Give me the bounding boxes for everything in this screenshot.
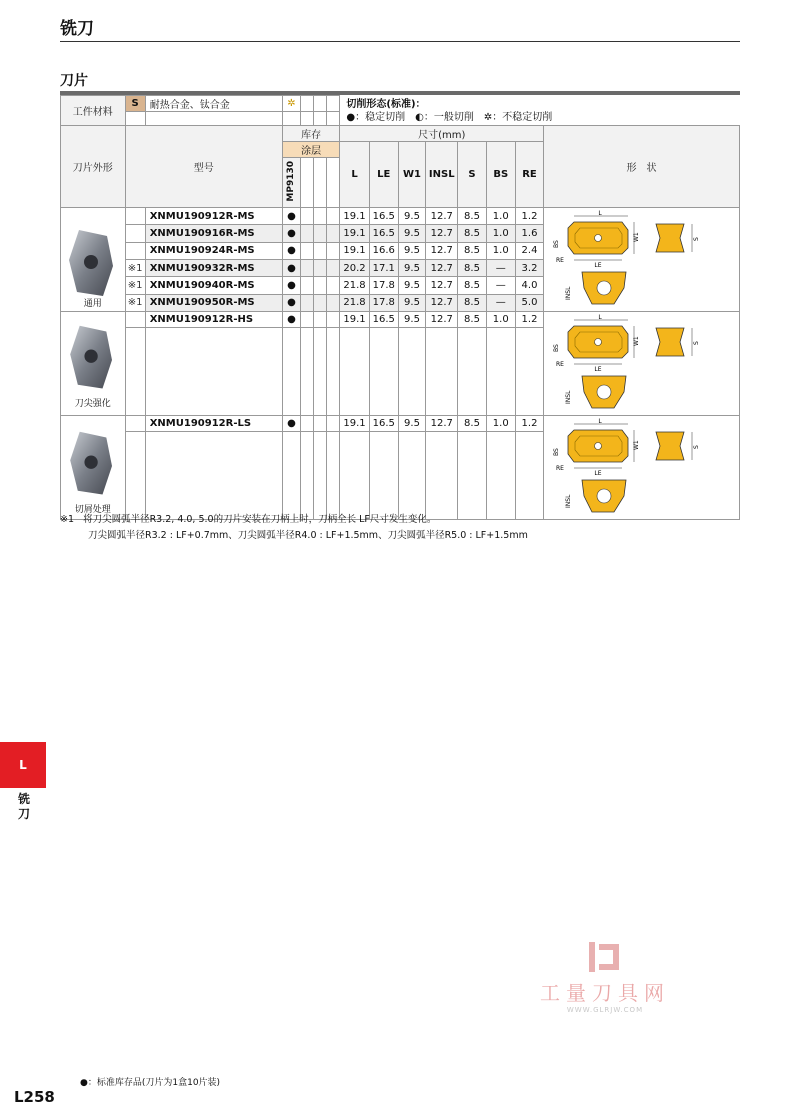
- footnote-line1: 将刀尖圆弧半径R3.2, 4.0, 5.0的刀片安装在刀柄上时，刀柄全长 LF尺寸发生变化。: [83, 514, 437, 525]
- stock-dot: ●: [282, 259, 300, 276]
- model-cell: XNMU190912R-MS: [145, 208, 282, 225]
- label-W1: W1: [633, 232, 641, 242]
- shape-drawing-ls: [544, 416, 740, 520]
- section-title: 刀片: [60, 73, 88, 89]
- section-tab-label: 铣刀: [18, 792, 31, 821]
- insert-table: [60, 95, 740, 520]
- label-INSL: INSL: [565, 286, 573, 300]
- row-note: ※1: [125, 294, 145, 311]
- dim-cell: 21.8: [340, 277, 369, 294]
- stock-dot: ●: [282, 416, 300, 432]
- title-rule: [60, 41, 740, 42]
- dim-cell: 9.5: [398, 312, 425, 328]
- dim-cell: 9.5: [398, 242, 425, 259]
- dim-cell: 1.0: [486, 416, 515, 432]
- dim-cell: 2.4: [515, 242, 543, 259]
- dim-cell: 8.5: [458, 259, 486, 276]
- stock-dot: ●: [282, 242, 300, 259]
- dim-cell: 9.5: [398, 416, 425, 432]
- row-note: ※1: [125, 277, 145, 294]
- dim-cell: —: [486, 259, 515, 276]
- stock-dot: ●: [282, 225, 300, 242]
- dim-cell: 17.8: [369, 294, 398, 311]
- dim-cell: —: [486, 277, 515, 294]
- insert-photo-ms: [61, 208, 126, 312]
- row-note: [125, 242, 145, 259]
- dim-cell: 1.2: [515, 416, 543, 432]
- dim-header-INSL: INSL: [426, 142, 458, 208]
- dim-cell: 8.5: [458, 416, 486, 432]
- dim-cell: 19.1: [340, 208, 369, 225]
- shape-drawing-ms: [544, 208, 740, 312]
- dim-cell: 9.5: [398, 277, 425, 294]
- dim-cell: 8.5: [458, 225, 486, 242]
- label-LE: LE: [594, 470, 602, 477]
- dim-cell: 19.1: [340, 242, 369, 259]
- dim-cell: 12.7: [426, 277, 458, 294]
- dim-cell: 12.7: [426, 208, 458, 225]
- label-BS: BS: [553, 240, 561, 248]
- material-name: 耐热合金、钛合金: [145, 96, 282, 112]
- page-title: 铣刀: [60, 19, 94, 39]
- row-note: [125, 312, 145, 328]
- label-L: L: [598, 418, 602, 425]
- model-cell: XNMU190950R-MS: [145, 294, 282, 311]
- dim-cell: 1.0: [486, 208, 515, 225]
- insert-side-view: [656, 328, 684, 356]
- footnote-line2: 刀尖圆弧半径R3.2 : LF+0.7mm、刀尖圆弧半径R4.0 : LF+1.5mm、刀尖圆弧半径R5.0 : LF+1.5mm: [88, 530, 528, 541]
- stock-label: 库存: [282, 126, 339, 142]
- insert-front-hole: [597, 385, 611, 399]
- stock-dot: ●: [282, 277, 300, 294]
- dim-cell: 9.5: [398, 208, 425, 225]
- stock-dot: ●: [282, 294, 300, 311]
- dim-cell: 1.2: [515, 312, 543, 328]
- row-note: ※1: [125, 259, 145, 276]
- coating-label: 涂层: [282, 142, 339, 158]
- dim-cell: 16.5: [369, 208, 398, 225]
- label-BS: BS: [553, 448, 561, 456]
- insert-hole: [595, 443, 602, 450]
- dim-header-W1: W1: [398, 142, 425, 208]
- dim-cell: 9.5: [398, 225, 425, 242]
- dimension-label: 尺寸(mm): [340, 126, 544, 142]
- label-LE: LE: [594, 262, 602, 269]
- dim-cell: 12.7: [426, 312, 458, 328]
- insert-side-view: [656, 432, 684, 460]
- label-L: L: [598, 314, 602, 321]
- dim-cell: 8.5: [458, 277, 486, 294]
- dim-cell: 19.1: [340, 225, 369, 242]
- dim-cell: 16.5: [369, 225, 398, 242]
- label-S: S: [693, 341, 701, 345]
- row-note: [125, 416, 145, 432]
- insert-side-view: [656, 224, 684, 252]
- model-cell: XNMU190932R-MS: [145, 259, 282, 276]
- shape-label: 刀片外形: [61, 126, 126, 208]
- insert-hole: [595, 339, 602, 346]
- legend-title: 切削形态(标准)：: [346, 98, 426, 110]
- dim-cell: 8.5: [458, 208, 486, 225]
- row-note: [125, 225, 145, 242]
- section-tab[interactable]: L: [0, 742, 46, 788]
- dim-header-BS: BS: [486, 142, 515, 208]
- dim-cell: 21.8: [340, 294, 369, 311]
- watermark-text: 工量刀具网: [540, 981, 670, 1005]
- dim-cell: 12.7: [426, 259, 458, 276]
- dim-cell: 12.7: [426, 416, 458, 432]
- dim-cell: 3.2: [515, 259, 543, 276]
- insert-hole: [595, 235, 602, 242]
- dim-cell: 17.1: [369, 259, 398, 276]
- dim-cell: 9.5: [398, 294, 425, 311]
- insert-group-label: 切屑处理: [74, 505, 111, 515]
- label-S: S: [693, 237, 701, 241]
- label-W1: W1: [633, 336, 641, 346]
- shape-drawing-hs: [544, 312, 740, 416]
- insert-drawing: [544, 312, 736, 412]
- label-S: S: [693, 445, 701, 449]
- grade-header: [282, 158, 300, 208]
- insert-photo-hs: [61, 312, 126, 416]
- dim-cell: 1.2: [515, 208, 543, 225]
- dim-cell: 16.5: [369, 312, 398, 328]
- dim-cell: 17.8: [369, 277, 398, 294]
- insert-group-label: 刀尖强化: [74, 399, 111, 409]
- dim-cell: —: [486, 294, 515, 311]
- dim-header-RE: RE: [515, 142, 543, 208]
- model-cell: XNMU190924R-MS: [145, 242, 282, 259]
- label-INSL: INSL: [565, 390, 573, 404]
- dim-cell: 16.5: [369, 416, 398, 432]
- dim-cell: 8.5: [458, 242, 486, 259]
- model-cell: XNMU190912R-LS: [145, 416, 282, 432]
- label-RE: RE: [556, 465, 565, 472]
- model-label: 型号: [125, 126, 282, 208]
- footnote-mark: ※1: [60, 514, 75, 525]
- watermark: [535, 940, 675, 1014]
- stock-note: ●：标准库存品(刀片为1盒10片装): [80, 1078, 221, 1088]
- row-note: [125, 208, 145, 225]
- unstable-cutting-icon: ✲: [282, 96, 300, 112]
- footnote: [60, 512, 528, 544]
- dim-cell: 12.7: [426, 294, 458, 311]
- dim-cell: 20.2: [340, 259, 369, 276]
- dim-cell: 1.0: [486, 242, 515, 259]
- page-number: L258: [14, 1088, 55, 1106]
- dim-cell: 12.7: [426, 225, 458, 242]
- dim-cell: 8.5: [458, 312, 486, 328]
- dim-cell: 9.5: [398, 259, 425, 276]
- label-RE: RE: [556, 361, 565, 368]
- dim-cell: 16.6: [369, 242, 398, 259]
- label-L: L: [598, 210, 602, 217]
- label-RE: RE: [556, 257, 565, 264]
- model-cell: XNMU190912R-HS: [145, 312, 282, 328]
- model-cell: XNMU190940R-MS: [145, 277, 282, 294]
- dim-cell: 19.1: [340, 416, 369, 432]
- legend-text: ●：稳定切削 ◐：一般切削 ✲：不稳定切削: [346, 111, 553, 123]
- stock-dot: ●: [282, 208, 300, 225]
- stock-dot: ●: [282, 312, 300, 328]
- dim-cell: 12.7: [426, 242, 458, 259]
- insert-drawing: [544, 416, 736, 516]
- insert-photo-ls: [61, 416, 126, 520]
- insert-photo-icon: [63, 226, 123, 306]
- insert-photo-icon: [63, 322, 123, 398]
- dim-cell: 4.0: [515, 277, 543, 294]
- dim-cell: 1.0: [486, 312, 515, 328]
- label-LE: LE: [594, 366, 602, 373]
- label-INSL: INSL: [565, 494, 573, 508]
- dim-header-LE: LE: [369, 142, 398, 208]
- cutting-legend: [340, 96, 740, 126]
- form-label: 形 状: [544, 126, 740, 208]
- model-cell: XNMU190916R-MS: [145, 225, 282, 242]
- dim-header-L: L: [340, 142, 369, 208]
- material-label: 工件材料: [61, 96, 126, 126]
- insert-front-hole: [597, 281, 611, 295]
- watermark-logo-icon: [585, 940, 625, 974]
- dim-cell: 19.1: [340, 312, 369, 328]
- dim-cell: 1.6: [515, 225, 543, 242]
- insert-group-label: 通用: [83, 299, 102, 309]
- material-code: S: [125, 96, 145, 112]
- dim-cell: 1.0: [486, 225, 515, 242]
- grade-name: MP9130: [286, 160, 297, 202]
- insert-front-hole: [597, 489, 611, 503]
- label-W1: W1: [633, 440, 641, 450]
- insert-photo-icon: [63, 428, 123, 504]
- watermark-url: WWW.GLRJW.COM: [566, 1006, 644, 1014]
- dim-header-S: S: [458, 142, 486, 208]
- label-BS: BS: [553, 344, 561, 352]
- dim-cell: 5.0: [515, 294, 543, 311]
- insert-drawing: [544, 208, 736, 308]
- dim-cell: 8.5: [458, 294, 486, 311]
